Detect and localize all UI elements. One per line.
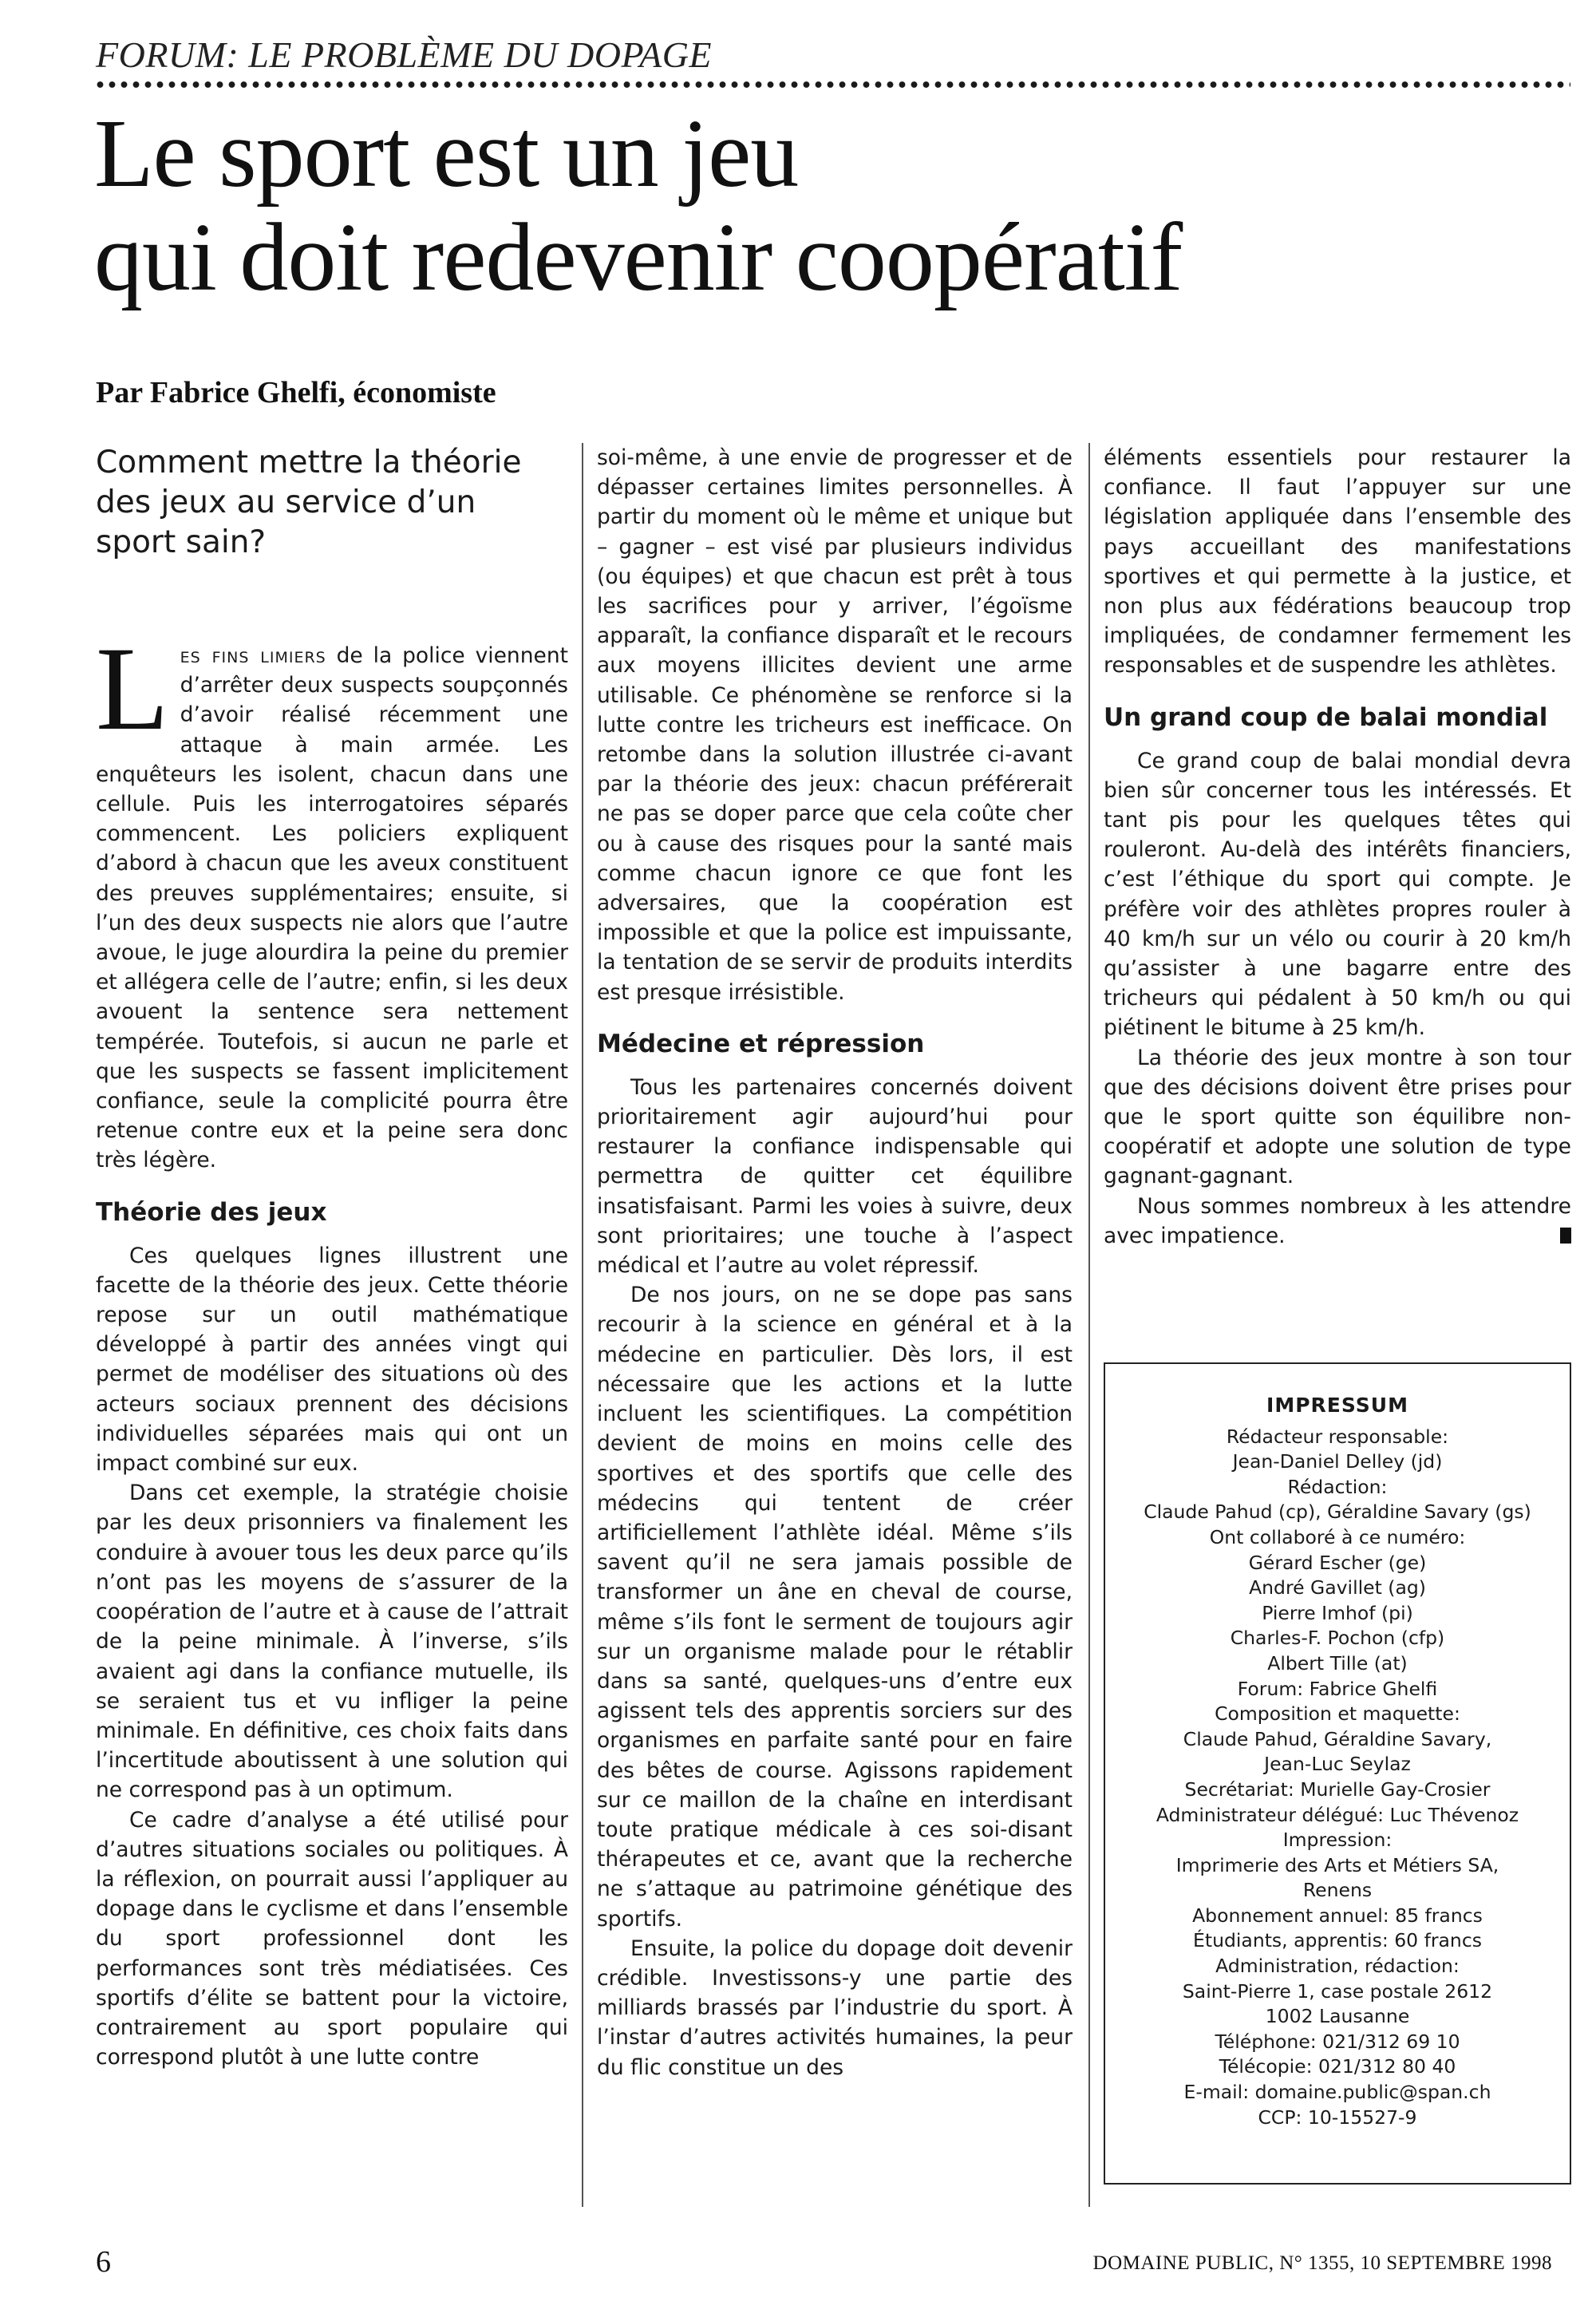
subhead-medecine-et-repression: Médecine et répression [597,1029,925,1058]
small-caps-opening: es fins limiers [180,643,326,668]
impressum-line: Charles-F. Pochon (cfp) [1230,1627,1445,1650]
lede-line-2: des jeux au service d’un [96,484,476,520]
impressum-title: IMPRESSUM [1266,1394,1408,1417]
section-rubric: FORUM: LE PROBLÈME DU DOPAGE [96,34,713,75]
paragraph-4: Ce cadre d’analyse a été utilisé pour d’autres situations sociales ou politiques. À la réflexion, on pourrait aussi l’appliquer au dopage dans le cyclisme et dans l’ensemble du sport professionnel dont les performances sont très médiatisées. Ces sportifs d’élite se battent pour la victoire, contrairement au sport populaire qui correspond plutôt à une lutte contre [96,1807,568,2070]
headline [94,102,1570,310]
headline-line-2: qui doit redevenir coopératif [94,204,1183,311]
impressum-line: Abonnement annuel: 85 francs [1192,1904,1483,1927]
impressum-line: Rédaction: [1287,1475,1388,1498]
paragraph-11: La théorie des jeux montre à son tour que des décisions doivent être prises pour que le sport quitte son équilibre non-coopératif et adopte une solution de type gagnant-gagnant. [1104,1045,1571,1189]
paragraph-1 [96,623,569,1176]
impressum-line: Téléphone: 021/312 69 10 [1215,2030,1460,2053]
impressum-line: Jean-Daniel Delley (jd) [1232,1450,1443,1473]
paragraph-2: Ces quelques lignes illustrent une facette de la théorie des jeux. Cette théorie repose sur un outil mathématique développé à partir des années vingt qui permet de modéliser des situations où des acteurs sociaux prennent des décisions individuelles séparées mais qui ont un impact combiné sur eux. [96,1243,568,1477]
paragraph-6: Tous les partenaires concernés doivent prioritairement agir aujourd’hui pour restaurer la confiance indispensable qui permettra de quitter cet équilibre insatisfaisant. Parmi les voies à suivre, deux sont prioritaires; une touche à l’aspect médical et l’autre au volet répressif. [597,1074,1073,1279]
impressum-line: Rédacteur responsable: [1226,1425,1449,1448]
paragraph-3: Dans cet exemple, la stratégie choisie par les deux prisonniers va finalement les conduire à avouer tous les deux parce qu’ils n’ont pas les moyens de s’assurer de la coopération de l’autre et à cause de l’attrait de la peine minimale. À l’inverse, s’ils avaient agi dans la confiance mutuelle, ils se seraient tus et vu infliger la peine minimale. En définitive, ces choix faits dans l’incertitude aboutissent à une solution qui ne correspond pas à un optimum. [96,1481,568,1803]
impressum-line: Forum: Fabrice Ghelfi [1237,1677,1438,1700]
paragraph-9: éléments essentiels pour restaurer la confiance. Il faut l’appuyer sur une législation appliquée dans l’ensemble des pays accueillant des manifestations sportives et qui permette à la justice, et non plus aux fédérations beaucoup trop impliquées, de condamner fermement les responsables et de suspendre les athlètes. [1104,445,1571,678]
subhead-coup-de-balai: Un grand coup de balai mondial [1104,702,1548,732]
dotted-rule [94,80,1570,89]
impressum-line: CCP: 10-15527-9 [1258,2106,1417,2129]
impressum-line: Administration, rédaction: [1215,1955,1460,1978]
paragraph-7: De nos jours, on ne se dope pas sans recourir à la science en général et à la médecine en particulier. Dès lors, il est nécessaire que les actions et la lutte incluent les scientifiques. La compétition devient de moins en moins celle des sportives et des sportifs que celle des médecins qui tentent de créer artificiellement l’athlète idéal. Même s’ils savent qu’il ne sera jamais possible de transformer un âne en cheval de course, même s’ils font le serment de toujours agir sur un organisme malade pour le rétablir dans sa santé, quelques-uns d’entre eux agissent tels des apprentis sorciers sur des organismes en parfaite santé pour en faire des bêtes de course. Agissons rapidement sur ce maillon de la chaîne en interdisant toute pratique médicale à ces soi-disant thérapeutes et ce, avant que la recherche ne s’attaque au patrimoine génétique des sportifs. [597,1283,1073,1932]
page-number: 6 [96,2245,111,2279]
paragraph-5: soi-même, à une envie de progresser et de dépasser certaines limites personnelles. À partir du moment où le même et unique but – gagner – est visé par plusieurs individus (ou équipes) et que chacun est prêt à tous les sacrifices pour y arriver, l’égoïsme apparaît, la confiance disparaît et le recours aux moyens illicites devient une arme utilisable. Ce phénomène se renforce si la lutte contre les tricheurs est inefficace. On retombe dans la solution illustrée ci-avant par la théorie des jeux: chacun préférerait ne pas se doper parce que cela coûte cher ou à cause des risques pour la santé mais comme chacun ignore ce que font les adversaires, que la coopération est impossible et que la police est impuissante, la tentation de se servir de produits interdits est presque irrésistible. [597,445,1073,1005]
column-3 [1104,443,1571,1251]
headline-line-1: Le sport est un jeu [94,100,799,208]
impressum-line: Impression: [1282,1829,1393,1852]
publication-footer: DOMAINE PUBLIC, N° 1355, 10 SEPTEMBRE 1998 [1092,2252,1552,2274]
impressum-line: Claude Pahud (cp), Géraldine Savary (gs) [1144,1501,1531,1524]
paragraph-8: Ensuite, la police du dopage doit devenir crédible. Investissons-y une partie des milliards brassés par l’industrie du sport. À l’instar d’autres activités humaines, la peur du flic constitue un des [597,1935,1073,2080]
impressum-lines [1105,1425,1570,2131]
paragraph-12 [1104,1192,1571,1251]
impressum-line: Renens [1302,1879,1373,1902]
impressum-line: Albert Tille (at) [1267,1651,1408,1675]
impressum-line: Étudiants, apprentis: 60 francs [1193,1929,1482,1952]
impressum-line: Ont collaboré à ce numéro: [1209,1525,1466,1548]
impressum-line: Administrateur délégué: Luc Thévenoz [1156,1803,1519,1826]
impressum-line: 1002 Lausanne [1265,2005,1410,2028]
column-divider-1 [582,443,583,2207]
impressum-line: Jean-Luc Seylaz [1264,1753,1411,1776]
end-of-article-mark [1560,1228,1571,1244]
impressum-line: Secrétariat: Murielle Gay-Crosier [1184,1777,1491,1801]
lede [96,443,568,563]
impressum-line: Claude Pahud, Géraldine Savary, [1183,1727,1492,1750]
byline: Par Fabrice Ghelfi, économiste [96,376,496,409]
drop-cap: L [96,623,169,755]
paragraph-1-text: de la police viennent d’arrêter deux suspects soupçonnés d’avoir réalisé récemment une attaque à main armée. Les enquêteurs les isolent, chacun dans une cellule. Puis les interrogatoires séparés commencent. Les policiers expliquent d’abord à chacun que les aveux constituent des preuves supplémentaires; ensuite, si l’un des deux suspects nie alors que l’autre avoue, le juge alourdira la peine du premier et allégera celle de l’autre; enfin, si les deux avouent la sentence sera nettement tempérée. Toutefois, si aucun ne parle et que les suspects se fassent implicitement confiance, seule la complicité pourra être retenue contre eux et la peine sera donc très légère. [96,643,569,1173]
impressum-line: Pierre Imhof (pi) [1262,1601,1413,1624]
lede-line-3: sport sain? [96,524,267,560]
impressum-line: André Gavillet (ag) [1249,1576,1426,1599]
impressum-line: Télécopie: 021/312 80 40 [1219,2055,1456,2078]
impressum-line: Gérard Escher (ge) [1248,1551,1427,1574]
paragraph-12-text: Nous sommes nombreux à les attendre avec impatience. [1104,1193,1571,1248]
impressum-box [1104,1362,1571,2185]
impressum-line: Imprimerie des Arts et Métiers SA, [1175,1853,1499,1876]
lede-line-1: Comment mettre la théorie [96,445,522,480]
impressum-line: E-mail: domaine.public@span.ch [1183,2081,1491,2104]
impressum-line: Composition et maquette: [1215,1702,1460,1726]
impressum-line: Saint-Pierre 1, case postale 2612 [1182,1979,1493,2003]
paragraph-10: Ce grand coup de balai mondial devra bien sûr concerner tous les intéressés. Et tant pis pour les quelques têtes qui rouleront. Au-delà des intérêts financiers, c’est l’éthique du sport qui compte. Je préfère voir des athlètes propres rouler à 40 km/h sur un vélo ou courir à 20 km/h qu’assister à une bagarre entre des tricheurs qui pédalent à 50 km/h ou qui piétinent le bitume à 25 km/h. [1104,748,1571,1041]
column-1 [96,443,568,2072]
column-divider-2 [1088,443,1090,2207]
column-2 [597,443,1073,2082]
subhead-theorie-des-jeux: Théorie des jeux [96,1197,327,1227]
